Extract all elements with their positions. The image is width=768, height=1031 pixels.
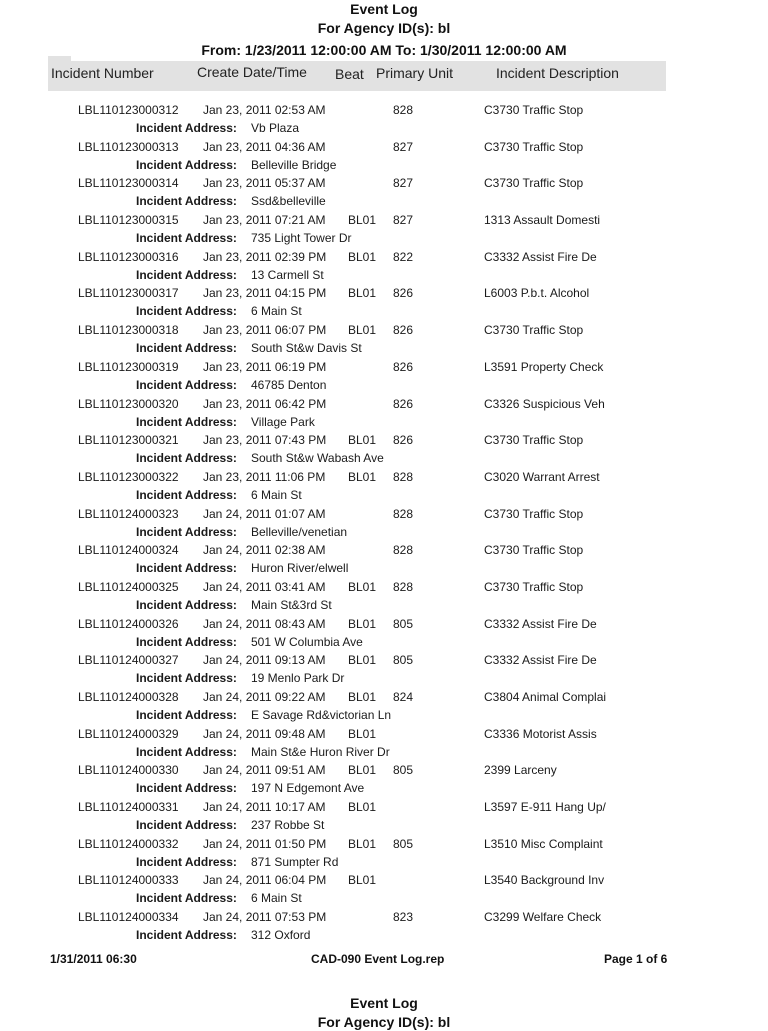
incident-address: South St&w Wabash Ave: [251, 451, 384, 466]
incident-description: L6003 P.b.t. Alcohol: [484, 286, 590, 301]
incident-datetime: Jan 23, 2011 07:43 PM: [203, 433, 327, 448]
incident-datetime: Jan 23, 2011 02:39 PM: [203, 249, 327, 264]
incident-beat: BL01: [348, 469, 377, 484]
incident-datetime: Jan 24, 2011 10:17 AM: [203, 800, 326, 815]
footer-page-number: Page 1 of 6: [604, 952, 668, 966]
incident-row: [0, 283, 768, 320]
incident-unit: 805: [393, 616, 414, 631]
incident-row: [0, 540, 768, 577]
incident-description: C3332 Assist Fire De: [484, 249, 597, 264]
incident-row: [0, 430, 768, 467]
incident-beat: BL01: [348, 213, 377, 228]
incident-datetime: Jan 24, 2011 07:53 PM: [203, 910, 327, 925]
incident-unit: 828: [393, 469, 414, 484]
incident-address-label: Incident Address:: [136, 451, 237, 466]
incident-beat: BL01: [348, 800, 377, 815]
incident-address-label: Incident Address:: [136, 891, 237, 906]
incident-address: 237 Robbe St: [251, 818, 325, 833]
incident-datetime: Jan 23, 2011 06:42 PM: [203, 396, 327, 411]
incident-unit: 828: [393, 103, 414, 117]
incident-number: LBL110123000322: [78, 469, 179, 484]
incident-number: LBL110124000333: [78, 873, 179, 888]
col-incident-number: Incident Number: [51, 65, 154, 81]
incident-unit: 826: [393, 433, 414, 448]
incident-number: LBL110124000323: [78, 506, 179, 521]
incident-number: LBL110124000325: [78, 579, 179, 594]
incident-address-label: Incident Address:: [136, 267, 237, 282]
incident-description: C3730 Traffic Stop: [484, 176, 584, 191]
incident-address: 19 Menlo Park Dr: [251, 671, 345, 686]
incident-number: LBL110123000313: [78, 139, 179, 154]
incident-address-label: Incident Address:: [136, 818, 237, 833]
incident-unit: 828: [393, 579, 414, 594]
incident-row: [0, 394, 768, 431]
incident-address-label: Incident Address:: [136, 121, 237, 135]
incident-row: [0, 870, 768, 907]
incident-number: LBL110124000326: [78, 616, 179, 631]
incident-number: LBL110123000316: [78, 249, 179, 264]
footer-print-date: 1/31/2011 06:30: [50, 952, 137, 966]
incident-datetime: Jan 24, 2011 06:04 PM: [203, 873, 327, 888]
next-page-title: Event Log: [350, 995, 418, 1011]
incident-number: LBL110124000331: [78, 800, 179, 815]
incident-address-label: Incident Address:: [136, 597, 237, 612]
incident-unit: 805: [393, 836, 414, 851]
incident-address: South St&w Davis St: [251, 341, 362, 356]
incident-datetime: Jan 23, 2011 11:06 PM: [203, 469, 326, 484]
incident-address: 6 Main St: [251, 891, 302, 906]
incident-address-label: Incident Address:: [136, 671, 237, 686]
incident-row: [0, 760, 768, 797]
incident-row: [0, 357, 768, 394]
incident-description: C3299 Welfare Check: [484, 910, 602, 925]
incident-description: L3510 Misc Complaint: [484, 836, 603, 851]
incident-address-label: Incident Address:: [136, 634, 237, 649]
incident-number: LBL110124000330: [78, 763, 179, 778]
incident-row: [0, 687, 768, 724]
incident-description: C3332 Assist Fire De: [484, 616, 597, 631]
incident-address-label: Incident Address:: [136, 781, 237, 796]
incident-datetime: Jan 24, 2011 01:50 PM: [203, 836, 327, 851]
incident-row: [0, 100, 768, 137]
incident-address-label: Incident Address:: [136, 744, 237, 759]
incident-unit: 827: [393, 176, 414, 191]
incident-address-label: Incident Address:: [136, 194, 237, 209]
col-beat: Beat: [335, 66, 364, 82]
incident-address: 735 Light Tower Dr: [251, 231, 352, 246]
incident-description: C3332 Assist Fire De: [484, 653, 597, 668]
incident-number: LBL110124000324: [78, 543, 179, 558]
incident-beat: BL01: [348, 653, 377, 668]
incident-description: 1313 Assault Domesti: [484, 213, 601, 228]
incident-row: [0, 577, 768, 614]
incident-description: C3730 Traffic Stop: [484, 323, 584, 338]
incident-row: [0, 504, 768, 541]
agency-line: For Agency ID(s): bl: [317, 20, 451, 36]
incident-address-label: Incident Address:: [136, 377, 237, 392]
incident-row: [0, 247, 768, 284]
incident-description: L3591 Property Check: [484, 359, 604, 374]
incident-address: 6 Main St: [251, 304, 302, 319]
incident-address-label: Incident Address:: [136, 341, 237, 356]
incident-number: LBL110124000332: [78, 836, 179, 851]
incident-address-label: Incident Address:: [136, 561, 237, 576]
incident-datetime: Jan 23, 2011 06:07 PM: [203, 323, 327, 338]
incident-beat: BL01: [348, 836, 377, 851]
incident-description: C3730 Traffic Stop: [484, 139, 584, 154]
incident-beat: BL01: [348, 286, 377, 301]
incident-number: LBL110123000319: [78, 359, 179, 374]
incident-address: Belleville Bridge: [251, 157, 337, 172]
incident-unit: 805: [393, 653, 414, 668]
incident-beat: BL01: [348, 873, 377, 888]
incident-address-label: Incident Address:: [136, 928, 237, 943]
incident-number: LBL110123000314: [78, 176, 179, 191]
incident-beat: BL01: [348, 579, 377, 594]
incident-row: [0, 907, 768, 944]
incident-unit: 822: [393, 249, 414, 264]
incident-datetime: Jan 24, 2011 09:51 AM: [203, 763, 326, 778]
incident-unit: 826: [393, 396, 414, 411]
incident-number: LBL110124000334: [78, 910, 179, 925]
date-range-line: From: 1/23/2011 12:00:00 AM To: 1/30/2011 12:00:00 AM: [201, 42, 567, 58]
incident-number: LBL110123000320: [78, 396, 179, 411]
incident-beat: BL01: [348, 763, 377, 778]
column-header-bar: [48, 61, 666, 91]
incident-address-label: Incident Address:: [136, 487, 237, 502]
incident-address: Belleville/venetian: [251, 524, 348, 539]
incident-datetime: Jan 23, 2011 05:37 AM: [203, 176, 326, 191]
incident-description: C3326 Suspicious Veh: [484, 396, 605, 411]
incident-unit: 805: [393, 763, 414, 778]
next-page-agency-line: For Agency ID(s): bl: [317, 1014, 451, 1030]
incident-row: [0, 797, 768, 834]
incident-address: 6 Main St: [251, 487, 302, 502]
incident-number: LBL110123000321: [78, 433, 179, 448]
incident-address: 312 Oxford: [251, 928, 311, 943]
incident-row: [0, 834, 768, 871]
incident-unit: 826: [393, 286, 414, 301]
incident-unit: 828: [393, 506, 414, 521]
incident-unit: 826: [393, 359, 414, 374]
incident-unit: 827: [393, 139, 414, 154]
incident-address: E Savage Rd&victorian Ln: [251, 708, 392, 722]
incident-address: 501 W Columbia Ave: [251, 634, 363, 649]
incident-address-label: Incident Address:: [136, 854, 237, 869]
incident-number: LBL110124000327: [78, 653, 179, 668]
incident-address: Vb Plaza: [251, 121, 300, 135]
incident-datetime: Jan 23, 2011 06:19 PM: [203, 359, 327, 374]
incident-row: [0, 614, 768, 651]
incident-beat: BL01: [348, 690, 377, 704]
incident-address: Ssd&belleville: [251, 194, 326, 209]
incident-datetime: Jan 23, 2011 04:36 AM: [203, 139, 326, 154]
incident-address: 197 N Edgemont Ave: [251, 781, 365, 796]
incident-datetime: Jan 24, 2011 01:07 AM: [203, 506, 326, 521]
incident-list: [0, 100, 768, 944]
incident-unit: 828: [393, 543, 414, 558]
incident-description: C3730 Traffic Stop: [484, 433, 584, 448]
incident-unit: 827: [393, 213, 414, 228]
incident-number: LBL110124000329: [78, 726, 179, 741]
incident-description: 2399 Larceny: [484, 763, 557, 778]
incident-unit: 823: [393, 910, 414, 925]
incident-row: [0, 467, 768, 504]
incident-address: Main St&e Huron River Dr: [251, 744, 390, 759]
incident-datetime: Jan 23, 2011 04:15 PM: [203, 286, 327, 301]
incident-address: Main St&3rd St: [251, 597, 332, 612]
incident-number: LBL110124000328: [78, 690, 179, 704]
incident-address: Village Park: [251, 414, 315, 429]
incident-address-label: Incident Address:: [136, 157, 237, 172]
incident-number: LBL110123000315: [78, 213, 179, 228]
incident-row: [0, 210, 768, 247]
incident-datetime: Jan 24, 2011 08:43 AM: [203, 616, 326, 631]
incident-description: C3730 Traffic Stop: [484, 103, 584, 117]
incident-address: 13 Carmell St: [251, 267, 324, 282]
col-create-datetime: Create Date/Time: [197, 64, 307, 80]
incident-address-label: Incident Address:: [136, 231, 237, 246]
incident-row: [0, 137, 768, 174]
incident-row: [0, 173, 768, 210]
incident-description: L3540 Background Inv: [484, 873, 605, 888]
incident-beat: BL01: [348, 249, 377, 264]
col-incident-description: Incident Description: [496, 65, 619, 81]
incident-description: L3597 E-911 Hang Up/: [484, 800, 606, 815]
footer-report-file: CAD-090 Event Log.rep: [311, 952, 445, 966]
incident-address: 871 Sumpter Rd: [251, 854, 339, 869]
incident-description: C3336 Motorist Assis: [484, 726, 597, 741]
incident-datetime: Jan 23, 2011 02:53 AM: [203, 103, 326, 117]
incident-beat: BL01: [348, 616, 377, 631]
incident-datetime: Jan 24, 2011 03:41 AM: [203, 579, 326, 594]
incident-number: LBL110123000318: [78, 323, 179, 338]
incident-address-label: Incident Address:: [136, 414, 237, 429]
incident-number: LBL110123000317: [78, 286, 179, 301]
incident-beat: BL01: [348, 323, 377, 338]
incident-datetime: Jan 23, 2011 07:21 AM: [203, 213, 326, 228]
incident-datetime: Jan 24, 2011 02:38 AM: [203, 543, 326, 558]
incident-description: C3804 Animal Complai: [484, 690, 607, 704]
incident-unit: 826: [393, 323, 414, 338]
incident-datetime: Jan 24, 2011 09:22 AM: [203, 690, 326, 704]
incident-row: [0, 650, 768, 687]
report-title: Event Log: [350, 1, 418, 17]
incident-datetime: Jan 24, 2011 09:48 AM: [203, 726, 326, 741]
incident-description: C3020 Warrant Arrest: [484, 469, 600, 484]
incident-description: C3730 Traffic Stop: [484, 506, 584, 521]
incident-row: [0, 320, 768, 357]
incident-beat: BL01: [348, 433, 377, 448]
incident-number: LBL110123000312: [78, 103, 179, 117]
incident-address: Huron River/elwell: [251, 561, 349, 576]
incident-beat: BL01: [348, 726, 377, 741]
incident-description: C3730 Traffic Stop: [484, 579, 584, 594]
col-primary-unit: Primary Unit: [376, 65, 454, 81]
incident-row: [0, 724, 768, 761]
incident-datetime: Jan 24, 2011 09:13 AM: [203, 653, 326, 668]
incident-address-label: Incident Address:: [136, 304, 237, 319]
incident-description: C3730 Traffic Stop: [484, 543, 584, 558]
incident-unit: 824: [393, 690, 414, 704]
incident-address-label: Incident Address:: [136, 708, 237, 722]
incident-address-label: Incident Address:: [136, 524, 237, 539]
incident-address: 46785 Denton: [251, 377, 327, 392]
